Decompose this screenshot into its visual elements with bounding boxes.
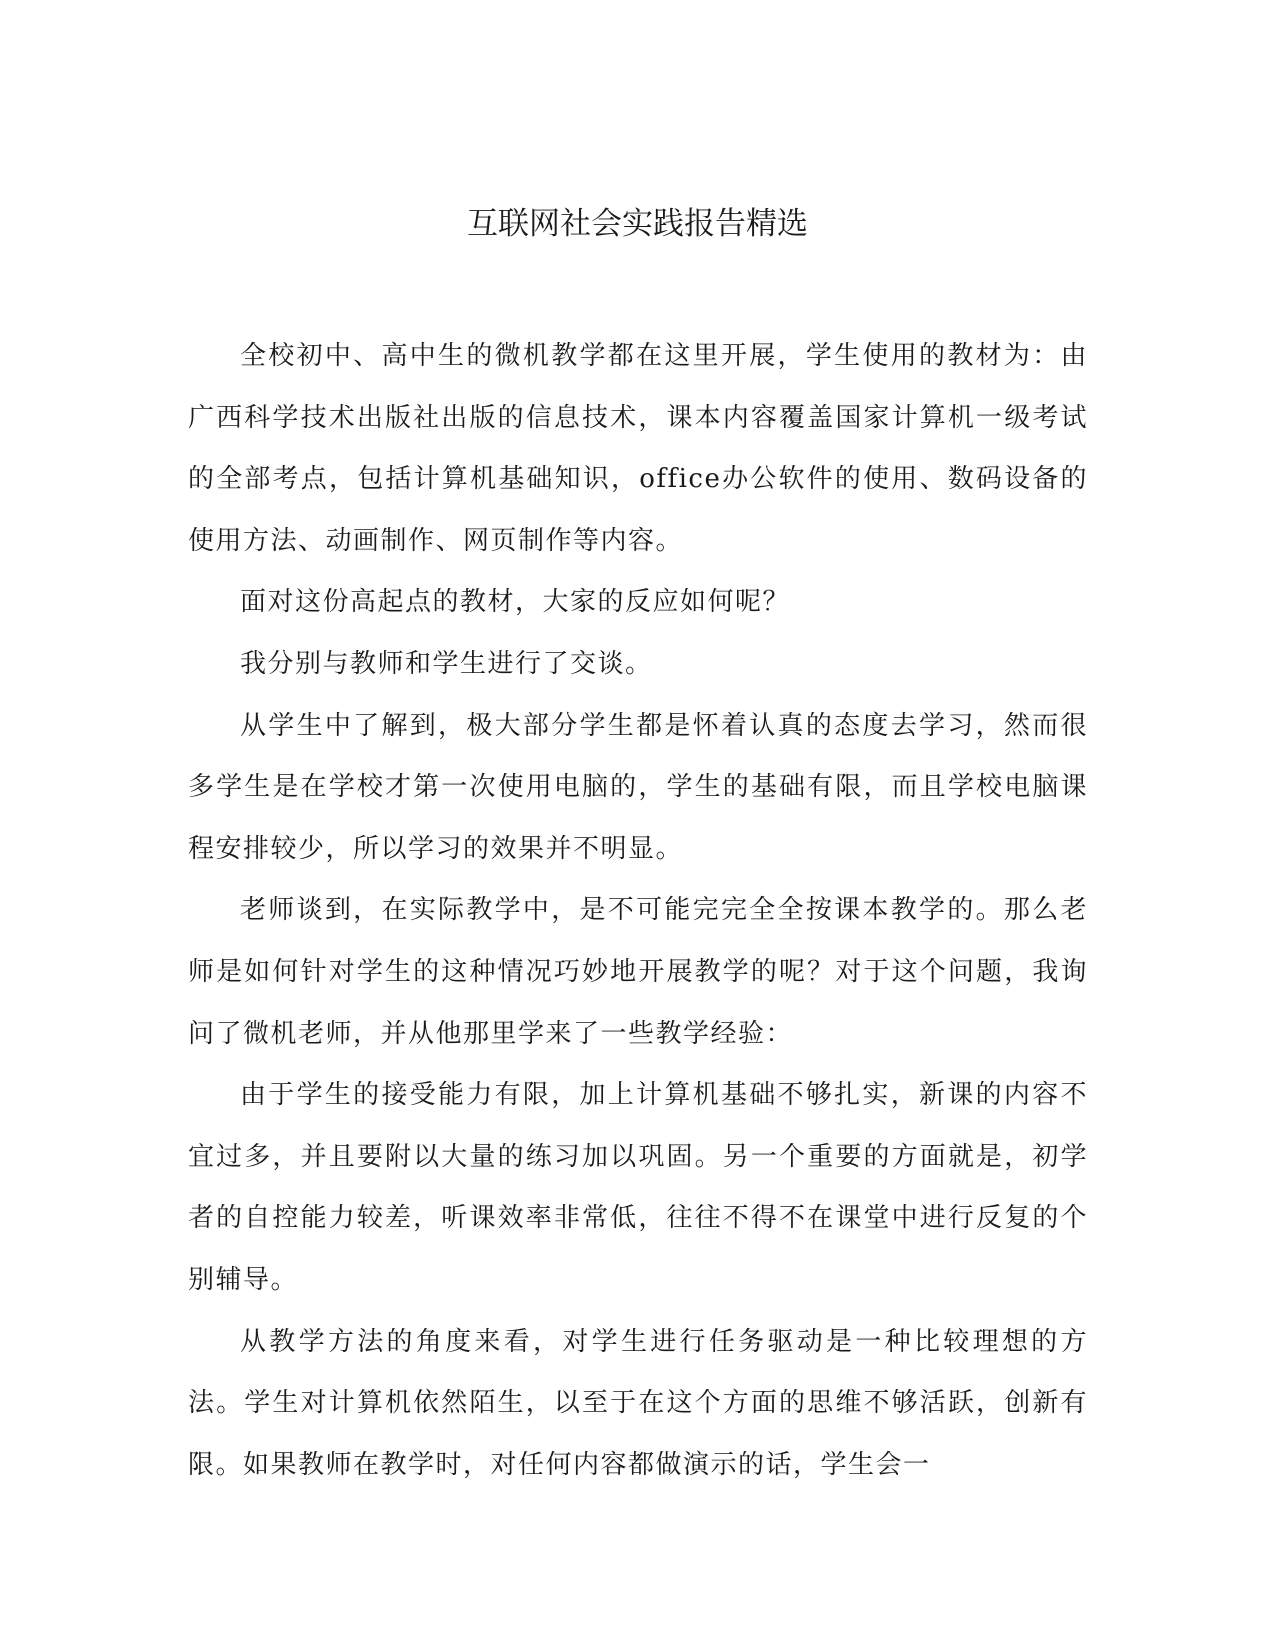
paragraph: 从教学方法的角度来看，对学生进行任务驱动是一种比较理想的方法。学生对计算机依然陌生，以至于在这个方面的思维不够活跃，创新有限。如果教师在教学时，对任何内容都做演示的话，学生会一 <box>188 1326 1088 1480</box>
paragraph: 由于学生的接受能力有限，加上计算机基础不够扎实，新课的内容不宜过多，并且要附以大量的练习加以巩固。另一个重要的方面就是，初学者的自控能力较差，听课效率非常低，往往不得不在课堂中进行反复的个别辅导。 <box>188 1080 1088 1295</box>
document-body <box>188 326 1088 1496</box>
paragraph: 从学生中了解到，极大部分学生都是怀着认真的态度去学习，然而很多学生是在学校才第一次使用电脑的，学生的基础有限，而且学校电脑课程安排较少，所以学习的效果并不明显。 <box>188 710 1088 864</box>
paragraph: 全校初中、高中生的微机教学都在这里开展，学生使用的教材为：由广西科学技术出版社出版的信息技术，课本内容覆盖国家计算机一级考试的全部考点，包括计算机基础知识，office办公软件的使用、数码设备的使用方法、动画制作、网页制作等内容。 <box>188 341 1088 556</box>
paragraph: 我分别与教师和学生进行了交谈。 <box>240 648 653 679</box>
paragraph: 面对这份高起点的教材，大家的反应如何呢？ <box>240 587 791 618</box>
document-title: 互联网社会实践报告精选 <box>467 206 808 242</box>
paragraph: 老师谈到，在实际教学中，是不可能完完全全按课本教学的。那么老师是如何针对学生的这种情况巧妙地开展教学的呢？对于这个问题，我询问了微机老师，并从他那里学来了一些教学经验： <box>188 895 1088 1049</box>
